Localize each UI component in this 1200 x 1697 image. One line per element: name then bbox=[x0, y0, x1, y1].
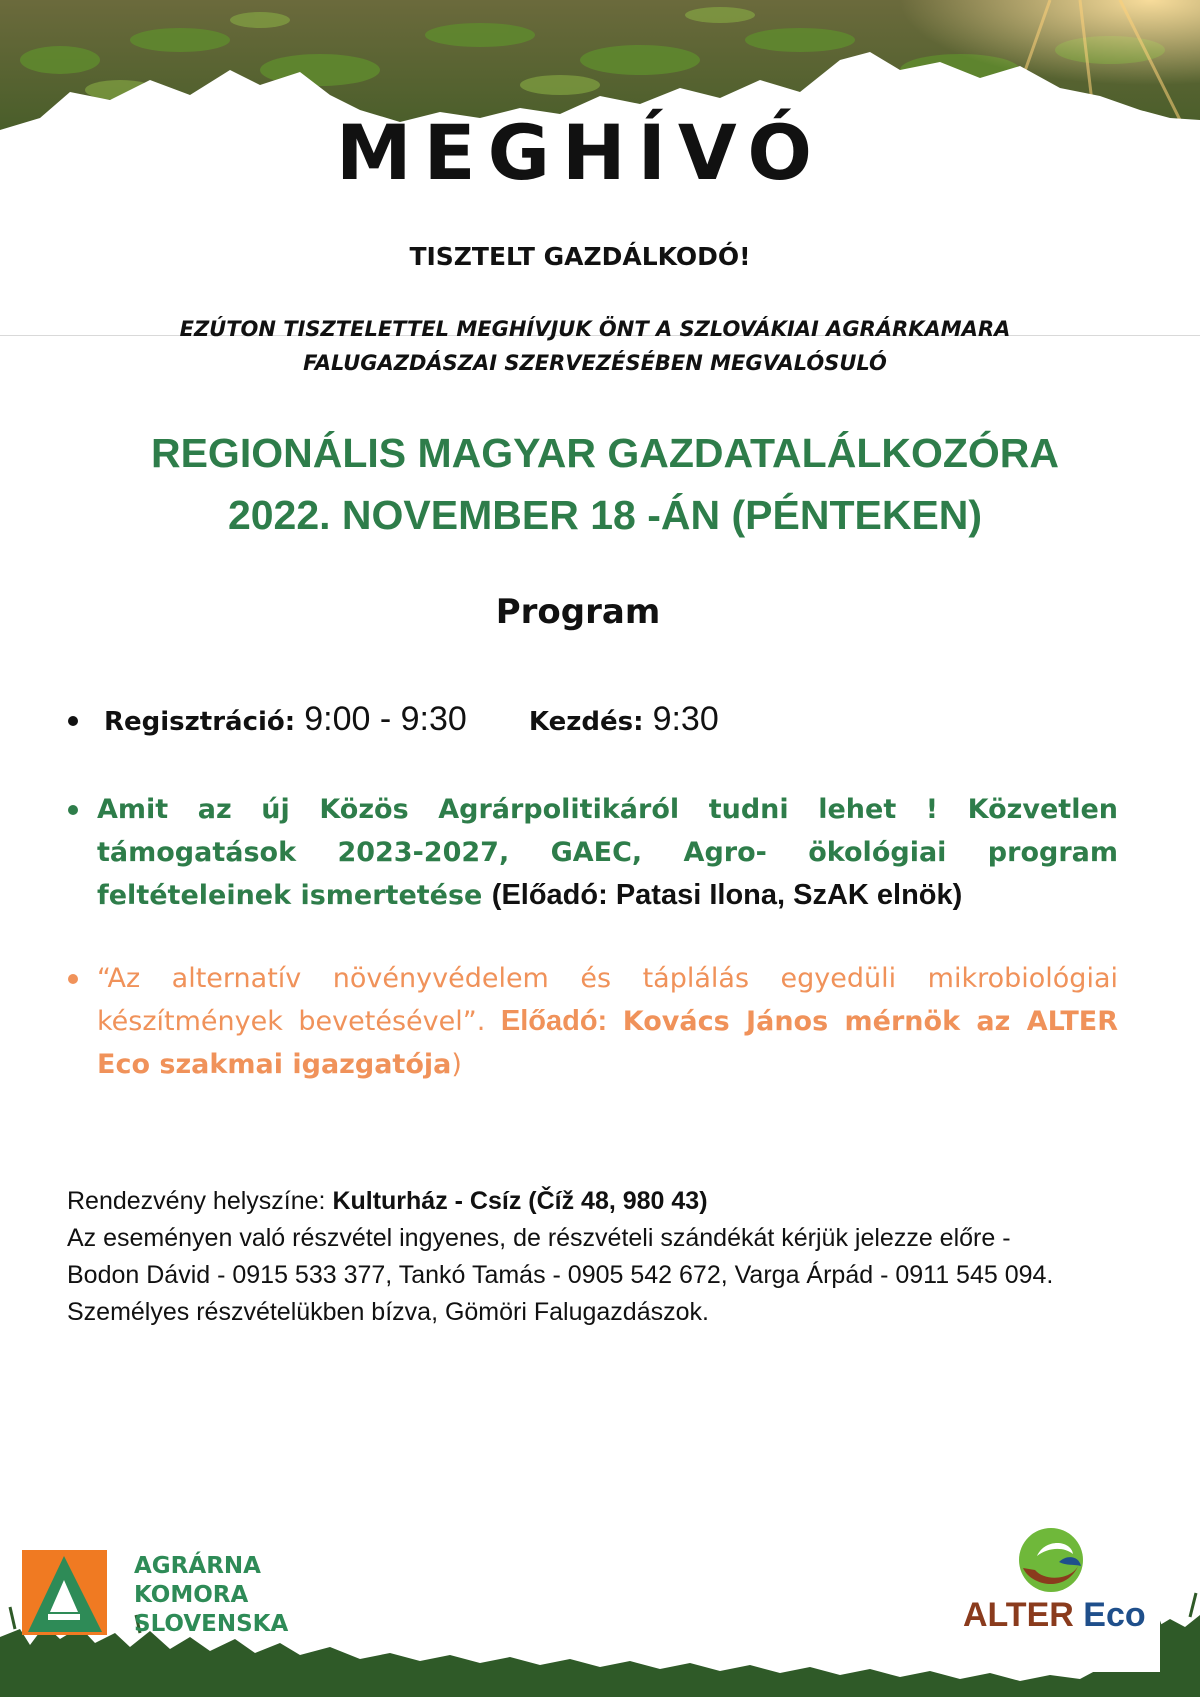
logo-line-1: AGRÁRNA bbox=[134, 1553, 261, 1579]
participation-note: Az eseményen való részvétel ingyenes, de részvételi szándékát kérjük jelezze előre - bbox=[67, 1224, 1011, 1252]
agrarna-komora-mark-icon bbox=[22, 1550, 107, 1635]
program-item-biology-text: “Az alternatív növényvédelem és táplálás egyedüli mikrobiológiai készítmények bevetésével”. bbox=[97, 963, 1118, 1037]
logo-line-2: KOMORA bbox=[134, 1582, 249, 1608]
agrarna-komora-logo bbox=[22, 1550, 322, 1640]
alter-eco-logo bbox=[935, 1520, 1160, 1655]
logo-line-3: SLOVENSKA bbox=[134, 1611, 289, 1637]
intro-line-2: FALUGAZDÁSZAI SZERVEZÉSÉBEN MEGVALÓSULÓ bbox=[303, 351, 887, 375]
intro-text bbox=[110, 312, 1080, 380]
event-date: 2022. NOVEMBER 18 -ÁN (PÉNTEKEN) bbox=[227, 492, 983, 538]
program-heading: Program bbox=[495, 592, 661, 632]
program-item-biology-speaker: Kovács János mérnök az ALTER Eco szakmai igazgatója bbox=[97, 1006, 1118, 1080]
venue-label: Rendezvény helyszíne: bbox=[67, 1187, 326, 1215]
eco-text: Eco bbox=[1083, 1596, 1146, 1634]
signature-line: Személyes részvételükben bízva, Gömöri Falugazdászok. bbox=[67, 1298, 709, 1326]
closing-paren: ) bbox=[451, 1049, 462, 1080]
greeting: TISZTELT GAZDÁLKODÓ! bbox=[409, 242, 751, 271]
event-name: REGIONÁLIS MAGYAR GAZDATALÁLKOZÓRA bbox=[150, 430, 1060, 476]
bullet-dot-icon bbox=[68, 805, 78, 815]
contact-phones: Bodon Dávid - 0915 533 377, Tankó Tamás - 0905 542 672, Varga Árpád - 0911 545 094. bbox=[67, 1261, 1054, 1289]
alter-text: ALTER bbox=[963, 1596, 1074, 1634]
event-details bbox=[67, 1183, 1177, 1331]
start-label: Kezdés: bbox=[528, 707, 644, 737]
page-title: MEGHÍVÓ bbox=[336, 108, 824, 197]
venue-line bbox=[67, 1183, 1177, 1220]
registration-label: Regisztráció: bbox=[104, 707, 296, 737]
program-item-biology-speaker-label: Előadó: bbox=[500, 1005, 608, 1037]
program-item-cap-text: Amit az új Közös Agrárpolitikáról tudni lehet ! Közvetlen támogatások 2023-2027, GAEC, Agro- ökológiai program feltételeinek ismertetése bbox=[97, 794, 1118, 911]
registration-time: 9:00 - 9:30 bbox=[304, 700, 467, 738]
event-title bbox=[80, 422, 1130, 546]
venue-value: Kulturház - Csíz (Číž 48, 980 43) bbox=[332, 1187, 708, 1215]
bullet-dot-icon bbox=[68, 974, 78, 984]
start-time: 9:30 bbox=[652, 700, 719, 738]
alter-eco-swirl-icon bbox=[1015, 1524, 1087, 1596]
program-item-cap-speaker: (Előadó: Patasi Ilona, SzAK elnök) bbox=[491, 879, 963, 911]
intro-line-1: EZÚTON TISZTELETTEL MEGHÍVJUK ÖNT A SZLOVÁKIAI AGRÁRKAMARA bbox=[179, 317, 1011, 341]
bullet-dot-icon bbox=[68, 716, 78, 726]
